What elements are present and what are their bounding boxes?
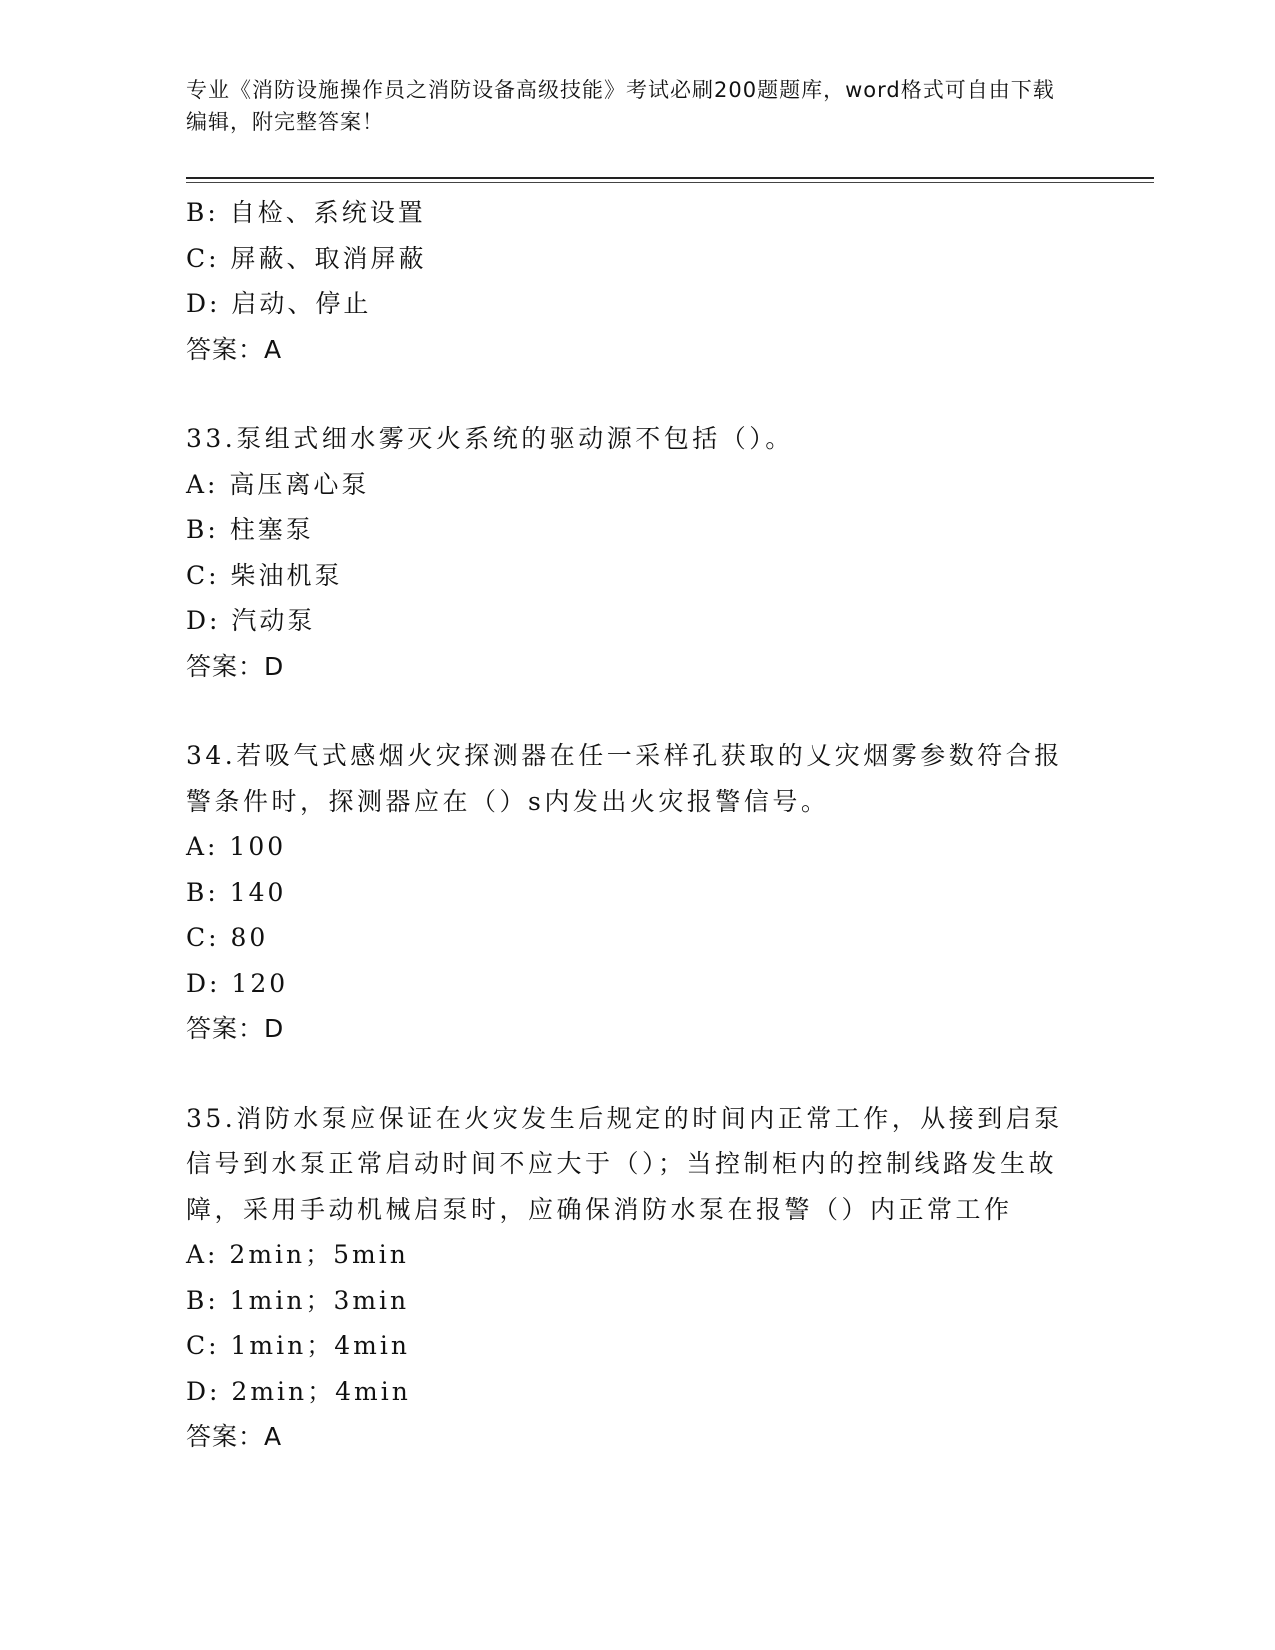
option-a: A: 100 xyxy=(186,832,287,861)
option-d: D: 2min；4min xyxy=(186,1376,411,1406)
question-text: 33.泵组式细水雾灭火系统的驱动源不包括（）。 xyxy=(186,424,794,453)
option-c: C: 80 xyxy=(186,923,269,952)
option-c: C: 柴油机泵 xyxy=(186,560,343,590)
option-d: D: 汽动泵 xyxy=(186,606,316,635)
answer-line: 答案：D xyxy=(186,651,285,681)
question-list xyxy=(186,190,1086,1460)
question-34 xyxy=(186,733,1086,1052)
header-divider-thick xyxy=(186,177,1154,179)
answer-line: 答案：A xyxy=(186,334,283,364)
option-d: D: 启动、停止 xyxy=(186,289,372,318)
answer-line: 答案：A xyxy=(186,1422,283,1451)
option-a: A: 高压离心泵 xyxy=(186,469,370,499)
question-35 xyxy=(186,1096,1086,1460)
option-c: C: 1min；4min xyxy=(186,1331,410,1360)
question-text: 34.若吸气式感烟火灾探测器在任一采样孔获取的乂灾烟雾参数符合报警条件时，探测器应在（）s内发出火灾报警信号。 xyxy=(186,741,1063,816)
option-b: B: 自检、系统设置 xyxy=(186,198,426,227)
answer-line: 答案：D xyxy=(186,1014,285,1043)
question-33 xyxy=(186,416,1086,689)
option-b: B: 140 xyxy=(186,877,287,907)
question-text: 35.消防水泵应保证在火灾发生后规定的时间内正常工作，从接到启泵信号到水泵正常启动时间不应大于（）；当控制柜内的控制线路发生故障，采用手动机械启泵时，应确保消防水泵在报警（）内正常工作 xyxy=(186,1103,1063,1224)
header-divider-thin xyxy=(186,182,1154,183)
option-d: D: 120 xyxy=(186,968,289,998)
previous-question-tail xyxy=(186,190,1086,372)
option-b: B: 1min；3min xyxy=(186,1285,410,1315)
option-b: B: 柱塞泵 xyxy=(186,515,314,544)
option-c: C: 屏蔽、取消屏蔽 xyxy=(186,243,427,273)
option-a: A: 2min；5min xyxy=(186,1240,409,1269)
document-header: 专业《消防设施操作员之消防设备高级技能》考试必刷200题题库，word格式可自由下载编辑，附完整答案！ xyxy=(186,78,1055,134)
